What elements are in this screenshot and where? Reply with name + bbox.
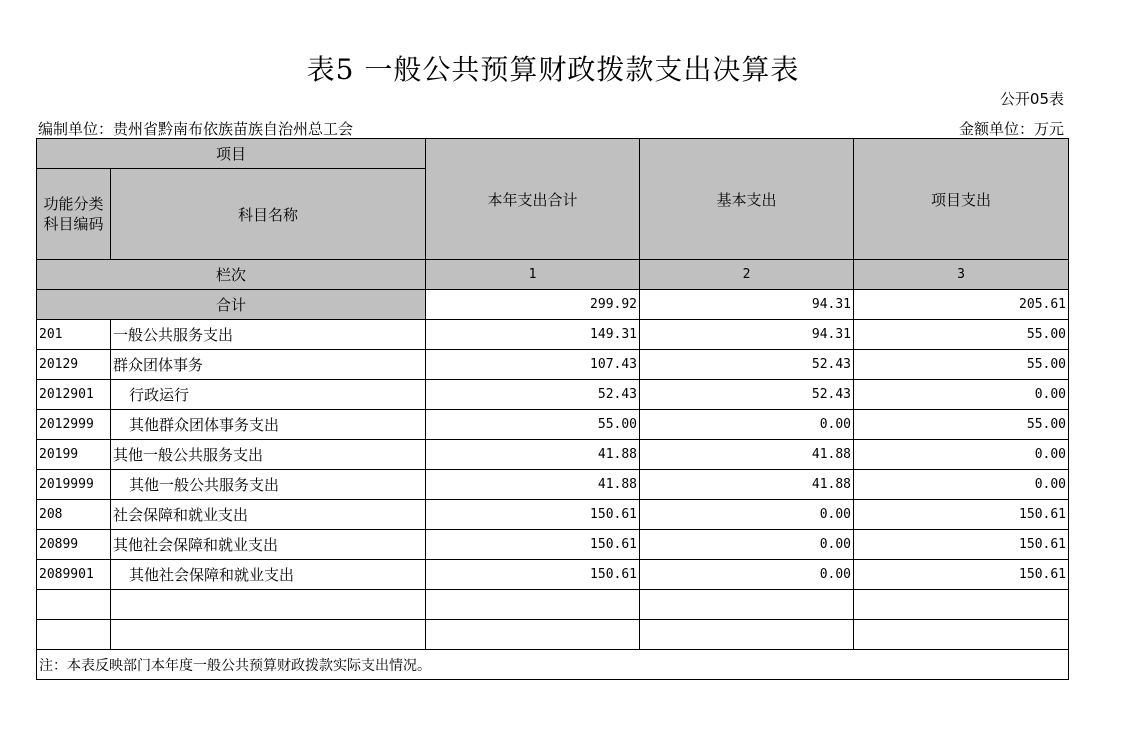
empty-cell xyxy=(37,620,111,650)
row-code: 2012901 xyxy=(37,380,111,410)
empty-cell xyxy=(37,590,111,620)
row-name: 群众团体事务 xyxy=(111,350,426,380)
row-total: 52.43 xyxy=(426,380,640,410)
total-project: 205.61 xyxy=(854,290,1069,320)
column-number-3: 3 xyxy=(854,260,1069,290)
header-row-1 xyxy=(37,139,1069,169)
header-col-total: 本年支出合计 xyxy=(426,139,640,260)
column-number-2: 2 xyxy=(640,260,854,290)
form-code: 公开05表 xyxy=(999,90,1064,108)
row-name: 社会保障和就业支出 xyxy=(111,500,426,530)
compiling-unit: 编制单位：贵州省黔南布依族苗族自治州总工会 xyxy=(38,120,354,138)
row-total: 107.43 xyxy=(426,350,640,380)
row-total: 55.00 xyxy=(426,410,640,440)
empty-cell xyxy=(640,620,854,650)
column-number-1: 1 xyxy=(426,260,640,290)
row-project: 55.00 xyxy=(854,410,1069,440)
table-row xyxy=(37,560,1069,590)
empty-row xyxy=(37,590,1069,620)
row-total: 150.61 xyxy=(426,530,640,560)
table-row xyxy=(37,410,1069,440)
row-code: 20129 xyxy=(37,350,111,380)
row-total: 149.31 xyxy=(426,320,640,350)
empty-cell xyxy=(854,620,1069,650)
empty-cell xyxy=(640,590,854,620)
row-project: 150.61 xyxy=(854,560,1069,590)
total-row xyxy=(37,290,1069,320)
table-row xyxy=(37,440,1069,470)
row-code: 208 xyxy=(37,500,111,530)
table-row xyxy=(37,500,1069,530)
amount-unit: 金额单位：万元 xyxy=(958,120,1064,138)
row-code: 2089901 xyxy=(37,560,111,590)
page-title: 表5 一般公共预算财政拨款支出决算表 xyxy=(306,53,800,86)
row-name: 一般公共服务支出 xyxy=(111,320,426,350)
row-name: 其他一般公共服务支出 xyxy=(111,470,426,500)
row-total: 150.61 xyxy=(426,500,640,530)
row-name: 其他群众团体事务支出 xyxy=(111,410,426,440)
header-col-project: 项目支出 xyxy=(854,139,1069,260)
row-total: 150.61 xyxy=(426,560,640,590)
row-basic: 41.88 xyxy=(640,470,854,500)
budget-table xyxy=(36,138,1069,680)
row-project: 55.00 xyxy=(854,350,1069,380)
row-code: 2012999 xyxy=(37,410,111,440)
empty-cell xyxy=(426,590,640,620)
row-project: 55.00 xyxy=(854,320,1069,350)
row-basic: 41.88 xyxy=(640,440,854,470)
row-basic: 0.00 xyxy=(640,500,854,530)
row-name: 其他一般公共服务支出 xyxy=(111,440,426,470)
row-name: 行政运行 xyxy=(111,380,426,410)
row-total: 41.88 xyxy=(426,440,640,470)
table-note: 注：本表反映部门本年度一般公共预算财政拨款实际支出情况。 xyxy=(37,650,1069,680)
row-basic: 0.00 xyxy=(640,410,854,440)
table-row xyxy=(37,530,1069,560)
empty-row xyxy=(37,620,1069,650)
row-project: 150.61 xyxy=(854,530,1069,560)
empty-cell xyxy=(111,620,426,650)
table-row xyxy=(37,470,1069,500)
table-row xyxy=(37,380,1069,410)
column-number-label: 栏次 xyxy=(37,260,426,290)
row-basic: 94.31 xyxy=(640,320,854,350)
row-project: 0.00 xyxy=(854,440,1069,470)
empty-cell xyxy=(111,590,426,620)
row-basic: 52.43 xyxy=(640,380,854,410)
header-item: 项目 xyxy=(37,139,426,169)
empty-cell xyxy=(854,590,1069,620)
header-subject-name: 科目名称 xyxy=(111,169,426,260)
table-row xyxy=(37,320,1069,350)
total-label: 合计 xyxy=(37,290,426,320)
row-project: 0.00 xyxy=(854,470,1069,500)
row-project: 150.61 xyxy=(854,500,1069,530)
header-col-basic: 基本支出 xyxy=(640,139,854,260)
row-name: 其他社会保障和就业支出 xyxy=(111,530,426,560)
row-code: 2019999 xyxy=(37,470,111,500)
row-code: 201 xyxy=(37,320,111,350)
row-basic: 0.00 xyxy=(640,530,854,560)
total-sum: 299.92 xyxy=(426,290,640,320)
row-total: 41.88 xyxy=(426,470,640,500)
row-basic: 0.00 xyxy=(640,560,854,590)
note-row xyxy=(37,650,1069,680)
row-project: 0.00 xyxy=(854,380,1069,410)
row-basic: 52.43 xyxy=(640,350,854,380)
table-row xyxy=(37,350,1069,380)
empty-cell xyxy=(426,620,640,650)
row-code: 20899 xyxy=(37,530,111,560)
header-func-code: 功能分类科目编码 xyxy=(37,169,111,260)
row-code: 20199 xyxy=(37,440,111,470)
total-basic: 94.31 xyxy=(640,290,854,320)
column-number-row xyxy=(37,260,1069,290)
row-name: 其他社会保障和就业支出 xyxy=(111,560,426,590)
